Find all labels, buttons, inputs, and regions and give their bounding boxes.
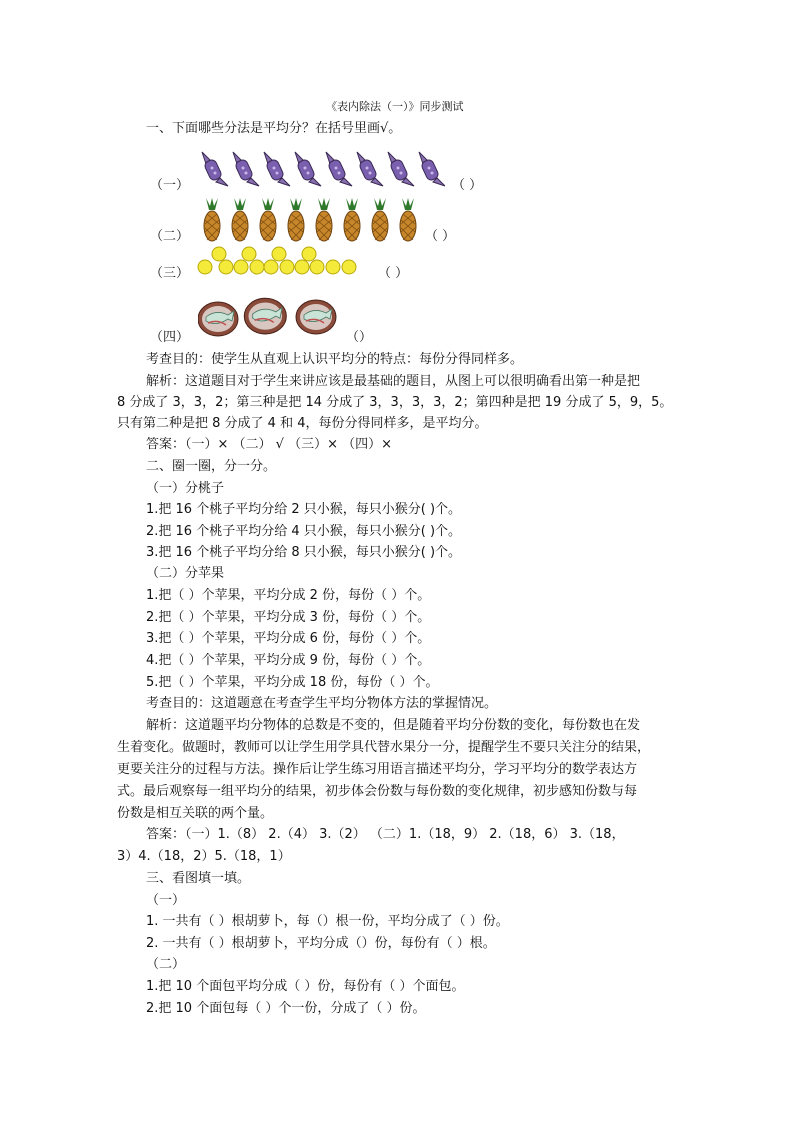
section1-analysis-line: 8 分成了 3，3，2；第三种是把 14 分成了 3，3，3，3，2；第四种是把 19 分成了 5，9，5。 (117, 395, 673, 410)
section2-purpose: 考查目的：这道题意在考查学生平均分物体方法的掌握情况。 (146, 696, 498, 711)
section1-heading: 一、下面哪些分法是平均分？在括号里画√。 (146, 121, 402, 136)
candy-icon (326, 152, 352, 186)
peach-question: 3.把 16 个桃子平均分给 8 只小猴，每只小猴分( )个。 (146, 545, 462, 560)
apple-question: 5.把（ ）个苹果，平均分成 18 份，每份（ ）个。 (146, 675, 439, 690)
candy-icon (388, 152, 414, 186)
section1-analysis-line: 解析：这道题目对于学生来讲应该是最基础的题目，从图上可以很明确看出第一种是把 (146, 374, 641, 389)
candy-icon (295, 152, 321, 186)
lemon-row (197, 246, 377, 276)
lemon-icon (242, 247, 256, 261)
section2-analysis-line: 份数是相互关联的两个量。 (117, 806, 274, 821)
candy-icon (202, 152, 228, 186)
row3-answer-paren[interactable]: （ ） (378, 266, 409, 281)
candy-row (200, 150, 445, 190)
bread-question: 1.把 10 个面包平均分成（ ）份，每份有（ ）个面包。 (146, 979, 465, 994)
row4-label: （四） (150, 330, 190, 345)
lemon-icon (234, 260, 248, 274)
lemon-icon (272, 247, 286, 261)
candy-icon (357, 152, 383, 186)
row2-label: （二） (150, 229, 190, 244)
fish-plate-icon (198, 302, 238, 336)
lemon-icon (212, 247, 226, 261)
peach-question: 1.把 16 个桃子平均分给 2 只小猴，每只小猴分( )个。 (146, 502, 462, 517)
carrot-question: 1. 一共有（ ）根胡萝卜，每（）根一份，平均分成了（ ）份。 (146, 914, 509, 929)
lemon-icon (219, 260, 233, 274)
pineapple-icon (288, 198, 304, 241)
section1-purpose: 考查目的：使学生从直观上认识平均分的特点：每份分得同样多。 (146, 352, 524, 367)
apple-question: 2.把（ ）个苹果，平均分成 3 份，每份（ ）个。 (146, 610, 431, 625)
lemon-icon (310, 260, 324, 274)
section2-answer: 答案：（一）1.（8） 2.（4） 3.（2） （二）1.（18，9） 2.（18，6） 3.（18， (146, 827, 625, 842)
lemon-icon (302, 247, 316, 261)
pineapple-icon (372, 198, 388, 241)
apple-question: 3.把（ ）个苹果，平均分成 6 份，每份（ ）个。 (146, 631, 431, 646)
candy-icon (233, 152, 259, 186)
section2-answer: 3）4.（18，2）5.（18，1） (117, 849, 291, 864)
section2-sub2-title: （二）分苹果 (146, 566, 225, 581)
carrot-question: 2. 一共有（ ）根胡萝卜，平均分成（）份，每份有（ ）根。 (146, 936, 496, 951)
row1-answer-paren[interactable]: （ ） (452, 178, 483, 193)
candy-icon (264, 152, 290, 186)
pineapple-icon (260, 198, 276, 241)
fish-plate-icon (296, 300, 336, 334)
lemon-icon (280, 260, 294, 274)
row3-label: （三） (150, 266, 190, 281)
section3-sub1-title: （一） (146, 893, 186, 908)
lemon-icon (198, 260, 212, 274)
pineapple-row (200, 198, 422, 244)
row4-answer-paren[interactable]: （） (346, 330, 373, 345)
section2-analysis-line: 解析：这道题平均分物体的总数是不变的，但是随着平均分份数的变化，每份数也在发 (146, 718, 641, 733)
row1-label: （一） (150, 178, 190, 193)
fish-plate-icon (244, 298, 286, 334)
section2-heading: 二、圈一圈，分一分。 (146, 459, 277, 474)
apple-question: 4.把（ ）个苹果，平均分成 9 份，每份（ ）个。 (146, 653, 431, 668)
section2-analysis-line: 更要关注分的过程与方法。操作后让学生练习用语言描述平均分，学习平均分的数学表达方 (117, 762, 638, 777)
section2-sub1-title: （一）分桃子 (146, 481, 225, 496)
row2-answer-paren[interactable]: （ ） (425, 229, 456, 244)
document-title: 《表内除法（一）》同步测试 (326, 100, 464, 113)
lemon-icon (264, 260, 278, 274)
lemon-icon (342, 260, 356, 274)
section3-sub2-title: （二） (146, 957, 186, 972)
section2-analysis-line: 生着变化。做题时，教师可以让学生用学具代替水果分一分，提醒学生不要只关注分的结果， (117, 740, 651, 755)
lemon-icon (326, 260, 340, 274)
lemon-icon (250, 260, 264, 274)
section3-heading: 三、看图填一填。 (146, 871, 251, 886)
pineapple-icon (316, 198, 332, 241)
pineapple-icon (400, 198, 416, 241)
section1-answer: 答案：（一）× （二） √ （三）× （四）× (146, 437, 392, 452)
peach-question: 2.把 16 个桃子平均分给 4 只小猴，每只小猴分( )个。 (146, 524, 462, 539)
apple-question: 1.把（ ）个苹果，平均分成 2 份，每份（ ）个。 (146, 588, 431, 603)
lemon-icon (295, 260, 309, 274)
pineapple-icon (344, 198, 360, 241)
fish-plate-row (198, 293, 343, 337)
pineapple-icon (232, 198, 248, 241)
pineapple-icon (204, 198, 220, 241)
section1-analysis-line: 只有第二种是把 8 分成了 4 和 4，每份分得同样多，是平均分。 (117, 416, 488, 431)
section2-analysis-line: 式。最后观察每一组平均分的结果，初步体会份数与每份数的变化规律，初步感知份数与每 (117, 784, 638, 799)
candy-icon (419, 152, 445, 186)
bread-question: 2.把 10 个面包每（ ）个一份，分成了（ ）份。 (146, 1001, 426, 1016)
